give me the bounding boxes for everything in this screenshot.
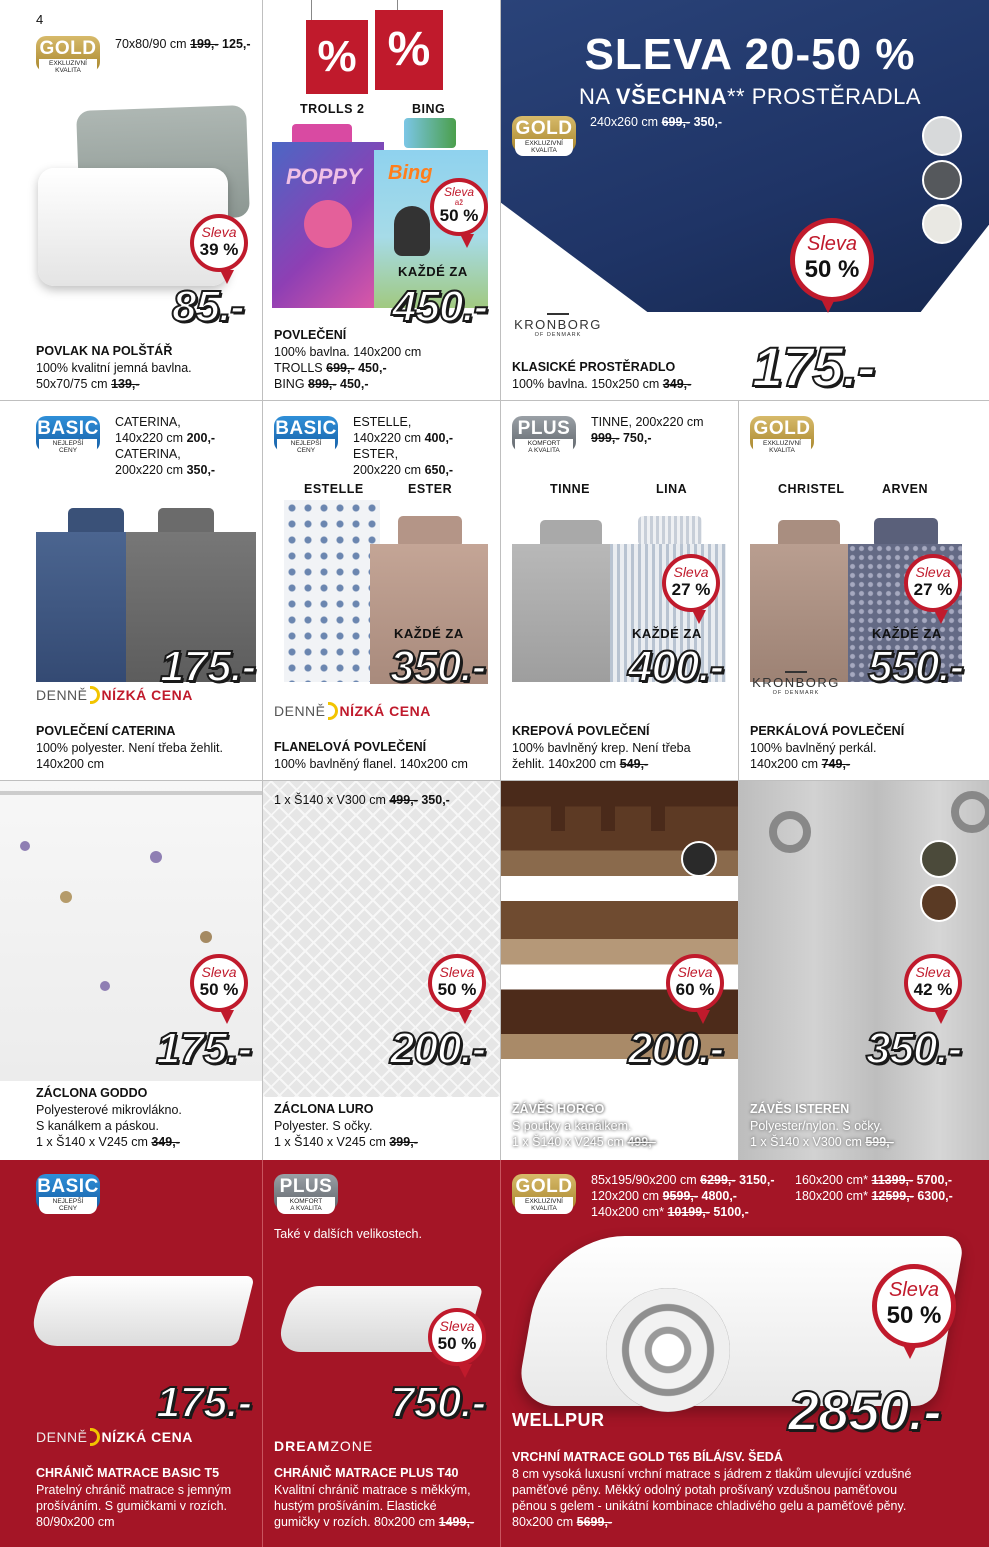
kronborg-logo: KRONBORG OF DENMARK — [512, 306, 604, 338]
crown-icon — [785, 664, 807, 673]
curve-icon — [90, 1428, 100, 1446]
price: 175.- — [156, 1024, 252, 1073]
size-price-list-right: 160x200 cm* 11399,- 5700,- 180x200 cm* 12599,- 6300,- — [795, 1173, 953, 1203]
mattress-protector-image — [27, 1276, 254, 1346]
product-title: CHRÁNIČ MATRACE BASIC T5 — [36, 1466, 220, 1480]
size-price-line: TINNE, 200x220 cm 999,- 750,- — [591, 415, 704, 445]
curtain-loop — [551, 781, 565, 831]
product-description: 100% polyester. Není třeba žehlit. 140x200 cm — [36, 741, 223, 771]
flower-print — [200, 931, 212, 943]
price: 2850.- — [788, 1379, 941, 1442]
product-title: ZÁVĚS ISTEREN — [750, 1102, 850, 1116]
product-description: 8 cm vysoká luxusní vrchní matrace s jádrem z tlakům ulevující vzdušné paměťové pěny. Měkký odolný potah prošívaný vzdušnou paměťovou pěnou s gelem - unikátní kombinace chladivého gelu a paměťové pěny. 80x200 cm 5699,- — [512, 1467, 912, 1529]
bing-text-art: Bing — [388, 162, 433, 184]
percent-tag: % — [306, 20, 368, 94]
flower-print — [100, 981, 110, 991]
product-description: 100% kvalitní jemná bavlna. 50x70/75 cm 139,- — [36, 361, 192, 391]
curtain-loop — [651, 781, 665, 831]
flower-print — [60, 891, 72, 903]
product-description: Pratelný chránič matrace s jemným prošíváním. S gumičkami v rozích. 80/90x200 cm — [36, 1483, 232, 1529]
size-price-list-left: 85x195/90x200 cm 6299,- 3150,- 120x200 cm 9599,- 4800,- 140x200 cm* 10199,- 5100,- — [591, 1173, 775, 1219]
color-swatch-dark[interactable] — [922, 160, 962, 200]
product-title: POVLAK NA POLŠTÁŘ — [36, 344, 173, 358]
color-swatch-brown[interactable] — [681, 841, 717, 877]
product-description: Polyester. S očky. 1 x Š140 x V245 cm 399,- — [274, 1119, 418, 1149]
size-price-line: 240x260 cm 699,- 350,- — [590, 115, 723, 129]
sleva-bubble: Sleva 27 % — [904, 554, 962, 612]
curve-icon — [328, 702, 338, 720]
page-number: 4 — [36, 12, 44, 27]
curve-icon — [90, 686, 100, 704]
price: 175.- — [156, 1378, 252, 1427]
sleva-bubble: Sleva 50 % — [428, 1308, 486, 1366]
plus-badge: PLUS KOMFORT A KVALITA — [512, 416, 576, 452]
size-price-line: 70x80/90 cm 199,- 125,- — [115, 37, 251, 51]
size-price-list: CATERINA, 140x220 cm 200,- CATERINA, 200x220 cm 350,- — [115, 415, 216, 477]
section-divider — [500, 1160, 501, 1547]
product-description: 100% bavlna. 150x250 cm 349,- — [512, 377, 692, 391]
color-swatch-brown[interactable] — [920, 884, 958, 922]
product-title: PERKÁLOVÁ POVLEČENÍ — [750, 724, 905, 738]
product-description: Polyesterové mikrovlákno. S kanálkem a páskou. 1 x Š140 x V245 cm 349,- — [36, 1103, 182, 1149]
product-description: Kvalitní chránič matrace s měkkým, hustým prošíváním. Elastické gumičky v rozích. 80x200 cm 1499,- — [274, 1483, 475, 1529]
crown-icon — [547, 306, 569, 315]
topper-roll-image — [606, 1288, 730, 1412]
product-title: CHRÁNIČ MATRACE PLUS T40 — [274, 1466, 459, 1480]
kronborg-logo: KRONBORG OF DENMARK — [750, 664, 842, 696]
price: 550.- — [868, 642, 964, 691]
product-title: VRCHNÍ MATRACE GOLD T65 BÍLÁ/SV. ŠEDÁ — [512, 1450, 783, 1464]
product-description: 100% bavlněný krep. Není třeba žehlit. 140x200 cm 549,- — [512, 741, 691, 771]
product-title: ZÁCLONA GODDO — [36, 1086, 148, 1100]
sleva-bubble: Sleva 60 % — [666, 954, 724, 1012]
product-description: 100% bavlna. 140x200 cm TROLLS 699,- 450,- BING 899,- 450,- — [274, 345, 422, 391]
hero-headline: SLEVA 20-50 % — [584, 30, 916, 79]
size-price-line: 1 x Š140 x V300 cm 499,- 350,- — [274, 793, 450, 807]
label-trolls: TROLLS 2 — [300, 102, 365, 116]
gold-badge: GOLD EXKLUZIVNÍ KVALITA — [36, 36, 100, 72]
product-description: 100% bavlněný perkál. 140x200 cm 749,- — [750, 741, 877, 771]
gold-badge: GOLD EXKLUZIVNÍ KVALITA — [512, 1174, 576, 1210]
color-swatch-olive[interactable] — [920, 840, 958, 878]
product-title: FLANELOVÁ POVLEČENÍ — [274, 740, 427, 754]
size-note: Také v dalších velikostech. — [274, 1227, 422, 1241]
product-description: Polyester/nylon. S očky. 1 x Š140 x V300 cm 599,- — [750, 1119, 894, 1149]
wellpur-logo: WELLPUR — [512, 1410, 605, 1430]
product-title: POVLEČENÍ — [274, 328, 347, 342]
section-divider — [262, 1160, 263, 1547]
bing-pillow-image — [404, 118, 456, 148]
curtain-eyelet — [769, 811, 811, 853]
basic-badge: BASIC NEJLEPŠÍ CENY — [274, 416, 338, 452]
gold-badge: GOLD EXKLUZIVNÍ KVALITA — [512, 116, 576, 152]
sleva-bubble: Sleva 39 % — [190, 214, 248, 272]
each-for-label: KAŽDÉ ZA — [872, 626, 942, 641]
price: 200.- — [628, 1024, 724, 1073]
percent-tag: % — [375, 10, 443, 90]
pillow-lina-image — [638, 516, 702, 546]
label-bing: BING — [412, 102, 446, 116]
curtain-loop — [601, 781, 615, 831]
denne-nizka-cena-logo: DENNĚ NÍZKÁ CENA — [274, 703, 431, 719]
label-ester: ESTER — [408, 482, 453, 496]
each-for-label: KAŽDÉ ZA — [632, 626, 702, 641]
basic-badge: BASIC NEJLEPŠÍ CENY — [36, 1174, 100, 1210]
size-price-list: ESTELLE, 140x220 cm 400,- ESTER, 200x220 cm 650,- — [353, 415, 454, 477]
label-lina: LINA — [656, 482, 688, 496]
plus-badge: PLUS KOMFORT A KVALITA — [274, 1174, 338, 1210]
hero-subheadline: NA VŠECHNA** PROSTĚRADLA — [578, 84, 922, 109]
flower-print — [150, 851, 162, 863]
dreamzone-logo: DREAMZONE — [274, 1438, 374, 1454]
sleva-bubble: Sleva 42 % — [904, 954, 962, 1012]
label-arven: ARVEN — [882, 482, 929, 496]
product-title: ZÁCLONA LURO — [274, 1102, 374, 1116]
sleva-bubble: Sleva až 50 % — [430, 178, 488, 236]
price: 400.- — [628, 642, 724, 691]
price: 350.- — [390, 642, 486, 691]
curtain-eyelet — [951, 791, 989, 833]
curtain-rod — [0, 791, 262, 795]
trolls-duvet-image — [272, 142, 384, 308]
product-title: KLASICKÉ PROSTĚRADLO — [512, 360, 676, 374]
price: 350.- — [866, 1024, 962, 1073]
price: 450.- — [392, 282, 488, 331]
denne-nizka-cena-logo: DENNĚ NÍZKÁ CENA — [36, 1429, 193, 1445]
sleva-bubble: Sleva 50 % — [190, 954, 248, 1012]
troll-figure — [304, 200, 352, 248]
color-swatch-light[interactable] — [922, 116, 962, 156]
poppy-text-art: POPPY — [286, 164, 362, 189]
basic-badge: BASIC NEJLEPŠÍ CENY — [36, 416, 100, 452]
price: 85.- — [172, 282, 244, 331]
price: 175.- — [752, 335, 875, 398]
gold-badge: GOLD EXKLUZIVNÍ KVALITA — [750, 416, 814, 452]
sleva-bubble: Sleva 50 % — [428, 954, 486, 1012]
price: 175.- — [160, 642, 256, 691]
label-estelle: ESTELLE — [304, 482, 364, 496]
tag-string — [311, 0, 312, 22]
duvet-estelle-image — [284, 500, 380, 682]
sleva-bubble: Sleva 50 % — [790, 218, 874, 302]
price: 200.- — [390, 1024, 486, 1073]
duvet-tinne-image — [512, 544, 616, 682]
duvet-christel-image — [750, 544, 854, 682]
price: 750.- — [390, 1378, 486, 1427]
color-swatch-cream[interactable] — [922, 204, 962, 244]
denne-nizka-cena-logo: DENNĚ NÍZKÁ CENA — [36, 687, 193, 703]
grid-line — [0, 400, 989, 401]
sleva-bubble: Sleva 27 % — [662, 554, 720, 612]
product-description: S poutky a kanálkem. 1 x Š140 x V245 cm 499,- — [512, 1119, 656, 1149]
duvet-blue-image — [36, 532, 132, 682]
label-christel: CHRISTEL — [778, 482, 845, 496]
product-title: KREPOVÁ POVLEČENÍ — [512, 724, 650, 738]
product-title: ZÁVĚS HORGO — [512, 1102, 605, 1116]
each-for-label: KAŽDÉ ZA — [398, 264, 468, 279]
bing-figure — [394, 206, 430, 256]
label-tinne: TINNE — [550, 482, 590, 496]
flower-print — [20, 841, 30, 851]
sleva-bubble: Sleva 50 % — [872, 1264, 956, 1348]
each-for-label: KAŽDÉ ZA — [394, 626, 464, 641]
product-description: 100% bavlněný flanel. 140x200 cm — [274, 757, 468, 771]
product-title: POVLEČENÍ CATERINA — [36, 724, 176, 738]
